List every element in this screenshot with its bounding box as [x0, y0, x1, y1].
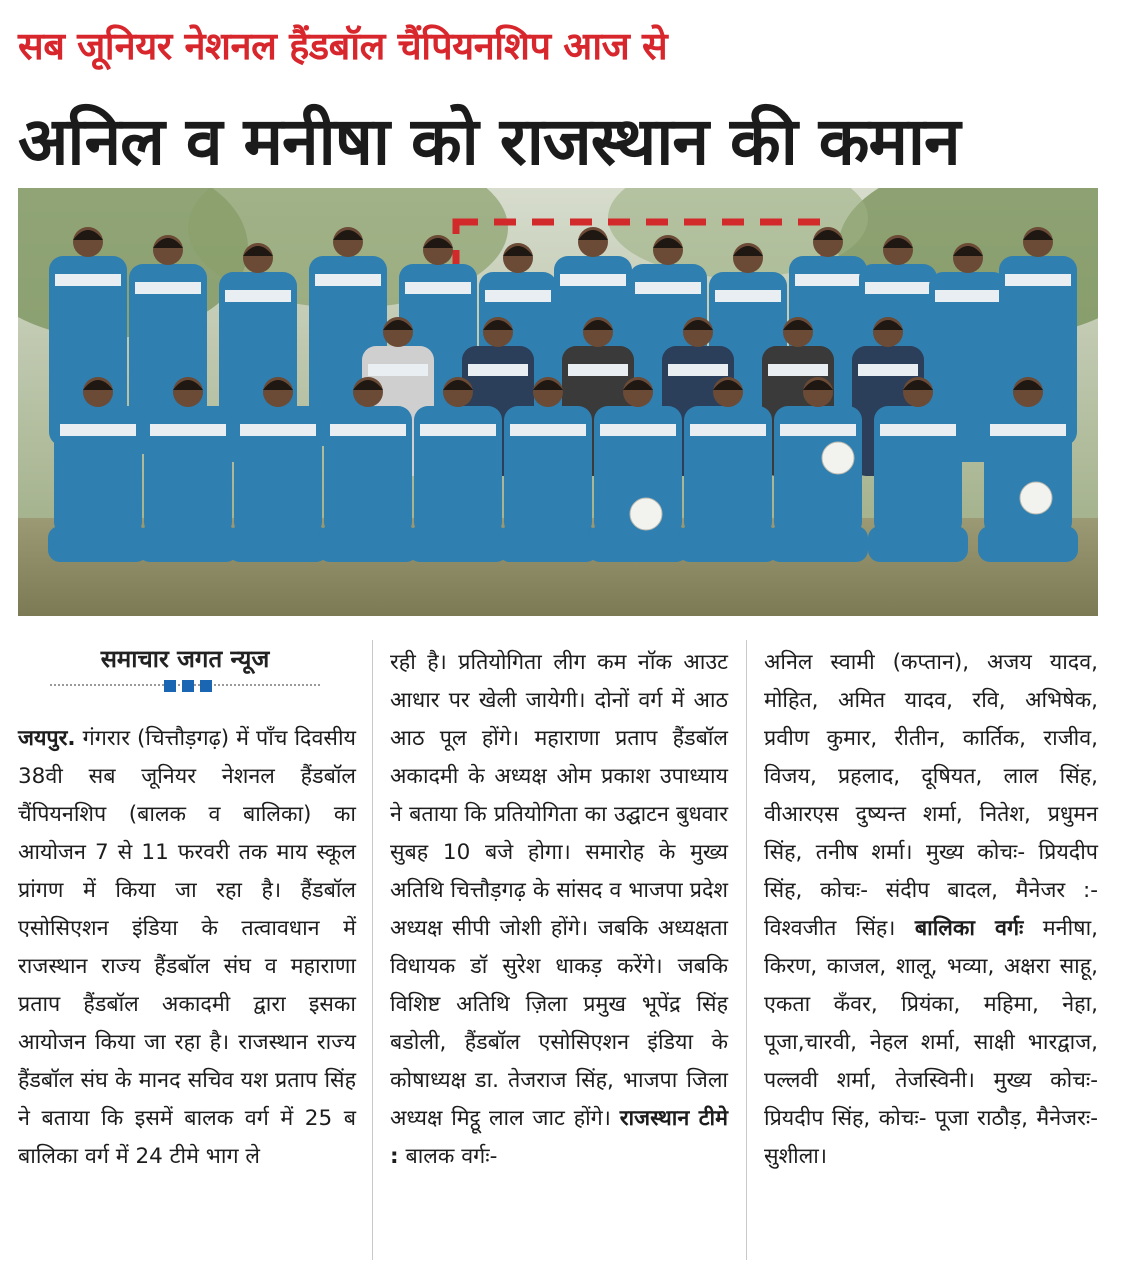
girls-heading: बालिका वर्गः [914, 916, 1024, 941]
column-1-text: गंगरार (चित्तौड़गढ़) में पाँच दिवसीय 38वी सब जूनियर नेशनल हैंडबॉल चैंपियनशिप (बालक व बालिका) का आयोजन 7 से 11 फरवरी तक माय स्कूल प्रांगण में किया जा रहा है। हैंडबॉल एसोसिएशन इंडिया के तत्वावधान में राजस्थान राज्य हैंडबॉल संघ व महाराणा प्रताप हैंडबॉल अकादमी द्वारा इसका आयोजन किया जा रहा है। राजस्थान राज्य हैंडबॉल संघ के मानद सचिव यश प्रताप सिंह ने बताया कि इसमें बालक वर्ग में 25 ब बालिका वर्ग में 24 टीमे भाग ले [18, 726, 356, 1169]
article-column-3 [764, 644, 1098, 1176]
kicker-headline: सब जूनियर नेशनल हैंडबॉल चैंपियनशिप आज से [18, 24, 668, 68]
column-2-text: रही है। प्रतियोगिता लीग कम नॉक आउट आधार पर खेली जायेगी। दोनों वर्ग में आठ आठ पूल होंगे। महाराणा प्रताप हैंडबॉल अकादमी के अध्यक्ष ओम प्रकाश उपाध्याय ने बताया कि प्रतियोगिता का उद्घाटन बुधवार सुबह 10 बजे होगा। समारोह के मुख्य अतिथि चित्तौड़गढ़ के सांसद व भाजपा प्रदेश अध्यक्ष सीपी जोशी होंगे। जबकि अध्यक्षता विधायक डॉ सुरेश धाकड़ करेंगे। जबकि विशिष्ट अतिथि ज़िला प्रमुख भूपेंद्र सिंह बडोली, हैंडबॉल एसोसिएशन इंडिया के कोषाध्यक्ष डा. तेजराज सिंह, भाजपा जिला अध्यक्ष मिट्ठू लाल जाट होंगे। [390, 650, 728, 1131]
handball [822, 442, 854, 474]
team-photo [18, 188, 1098, 616]
byline: समाचार जगत न्यूज [100, 645, 270, 673]
byline-dots [158, 680, 218, 692]
main-headline: अनिल व मनीषा को राजस्थान की कमान [18, 103, 960, 180]
column-divider [746, 640, 747, 1260]
boys-category-label: बालक वर्गः- [398, 1144, 498, 1169]
article-column-2 [390, 644, 728, 1176]
column-divider [372, 640, 373, 1260]
boys-team-list: अनिल स्वामी (कप्तान), अजय यादव, मोहित, अमित यादव, रवि, अभिषेक, प्रवीण कुमार, रीतीन, कार्तिक, राजीव, विजय, प्रहलाद, दूषियत, लाल सिंह, वीआरएस दुष्यन्त शर्मा, नितेश, प्रधुमन सिंह, तनीष शर्मा। मुख्य कोचः- प्रियदीप सिंह, कोचः- संदीप बादल, मैनेजर :- विश्वजीत सिंह। [764, 650, 1098, 941]
handball [1020, 482, 1052, 514]
article-column-1 [18, 720, 356, 1176]
girls-team-list: मनीषा, किरण, काजल, शालू, भव्या, अक्षरा साहू, एकता कँवर, प्रियंका, महिमा, नेहा, पूजा,चारवी, नेहल शर्मा, साक्षी भारद्वाज, पल्लवी शर्मा, तेजस्विनी। मुख्य कोचः- प्रियदीप सिंह, कोचः- पूजा राठौड़, मैनेजरः- सुशीला। [764, 916, 1098, 1169]
team-heading: राजस्थान टीमे : [390, 1106, 728, 1169]
dateline: जयपुर. [18, 726, 76, 751]
handball [630, 498, 662, 530]
